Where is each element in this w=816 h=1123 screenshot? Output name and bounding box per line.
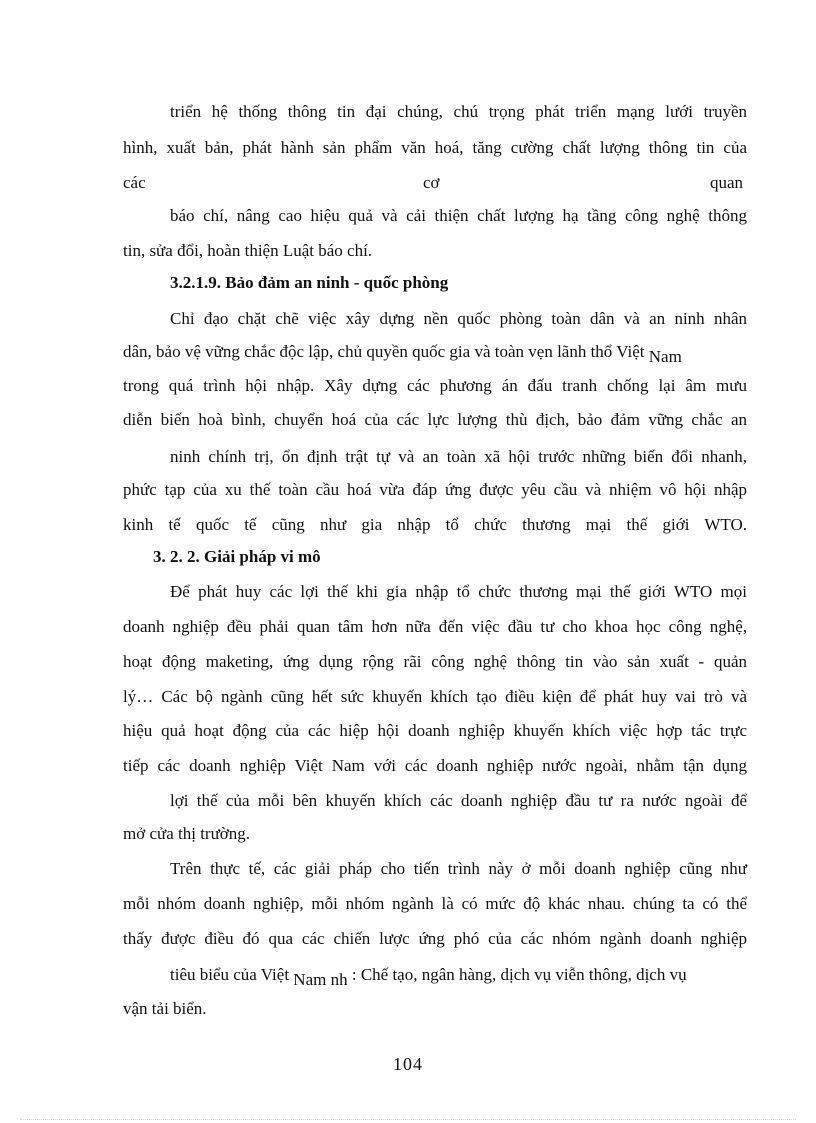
paragraph-line: diễn biến hoà bình, chuyển hoá của các lực lượng thù địch, bảo đảm vững chắc an (123, 410, 747, 429)
section-heading: 3. 2. 2. Giải pháp vi mô (153, 547, 321, 566)
paragraph-line: tiếp các doanh nghiệp Việt Nam với các doanh nghiệp nước ngoài, nhằm tận dụng (123, 756, 747, 775)
paragraph-line: doanh nghiệp đều phải quan tâm hơn nữa đến việc đầu tư cho khoa học công nghệ, (123, 617, 747, 636)
paragraph-line: triển hệ thống thông tin đại chúng, chú trọng phát triển mạng lưới truyền (170, 102, 747, 121)
paragraph-line: hiệu quả hoạt động của các hiệp hội doanh nghiệp khuyến khích việc hợp tác trực (123, 721, 747, 740)
paragraph-line: mỗi nhóm doanh nghiệp, mỗi nhóm ngành là có mức độ khác nhau. chúng ta có thể (123, 894, 747, 913)
paragraph-line (123, 341, 682, 366)
paragraph-line: lợi thế của mỗi bên khuyến khích các doanh nghiệp đầu tư ra nước ngoài để (170, 791, 747, 810)
paragraph-line: ninh chính trị, ổn định trật tự và an toàn xã hội trước những biến đổi nhanh, (170, 447, 747, 466)
paragraph-word: cơ (423, 173, 440, 192)
bottom-divider (20, 1119, 796, 1120)
paragraph-line (170, 964, 687, 989)
paragraph-line: Trên thực tế, các giải pháp cho tiến trình này ở mỗi doanh nghiệp cũng như (170, 859, 747, 878)
paragraph-line: kinh tế quốc tế cũng như gia nhập tổ chức thương mại thế giới WTO. (123, 515, 747, 534)
paragraph-word: quan (710, 173, 744, 192)
section-heading: 3.2.1.9. Bảo đảm an ninh - quốc phòng (170, 273, 449, 292)
paragraph-line: hoạt động maketing, ứng dụng rộng rãi công nghệ thông tin vào sản xuất - quản (123, 652, 747, 671)
paragraph-line: Để phát huy các lợi thế khi gia nhập tổ chức thương mại thế giới WTO mọi (170, 582, 747, 601)
paragraph-line: mở cửa thị trường. (123, 824, 251, 843)
paragraph-word: các (123, 173, 146, 192)
paragraph-line: trong quá trình hội nhập. Xây dựng các phương án đấu tranh chống lại âm mưu (123, 376, 747, 395)
paragraph-line: thấy được điều đó qua các chiến lược ứng phó của các nhóm ngành doanh nghiệp (123, 929, 747, 948)
paragraph-line: báo chí, nâng cao hiệu quả và cải thiện chất lượng hạ tầng công nghệ thông (170, 206, 747, 225)
paragraph-line: hình, xuất bản, phát hành sản phẩm văn hoá, tăng cường chất lượng thông tin của (123, 138, 747, 157)
page-number: 104 (393, 1054, 423, 1074)
lowered-text: Nam (648, 347, 682, 366)
lowered-text: Nam nh (293, 970, 348, 989)
paragraph-line: lý… Các bộ ngành cũng hết sức khuyến khích tạo điều kiện để phát huy vai trò và (123, 687, 747, 706)
paragraph-text: dân, bảo vệ vững chắc độc lập, chủ quyền quốc gia và toàn vẹn lãnh thổ Việt (123, 342, 645, 361)
paragraph-line: phức tạp của xu thế toàn cầu hoá vừa đáp ứng được yêu cầu và nhiệm vô hội nhập (123, 480, 747, 499)
paragraph-line: Chỉ đạo chặt chẽ việc xây dựng nền quốc phòng toàn dân và an ninh nhân (170, 309, 747, 328)
paragraph-text: tiêu biểu của Việt (170, 965, 290, 984)
paragraph-line: tin, sửa đổi, hoàn thiện Luật báo chí. (123, 241, 373, 260)
paragraph-line: vận tải biển. (123, 999, 207, 1018)
paragraph-text: : Chế tạo, ngân hàng, dịch vụ viễn thông, dịch vụ (351, 965, 687, 984)
